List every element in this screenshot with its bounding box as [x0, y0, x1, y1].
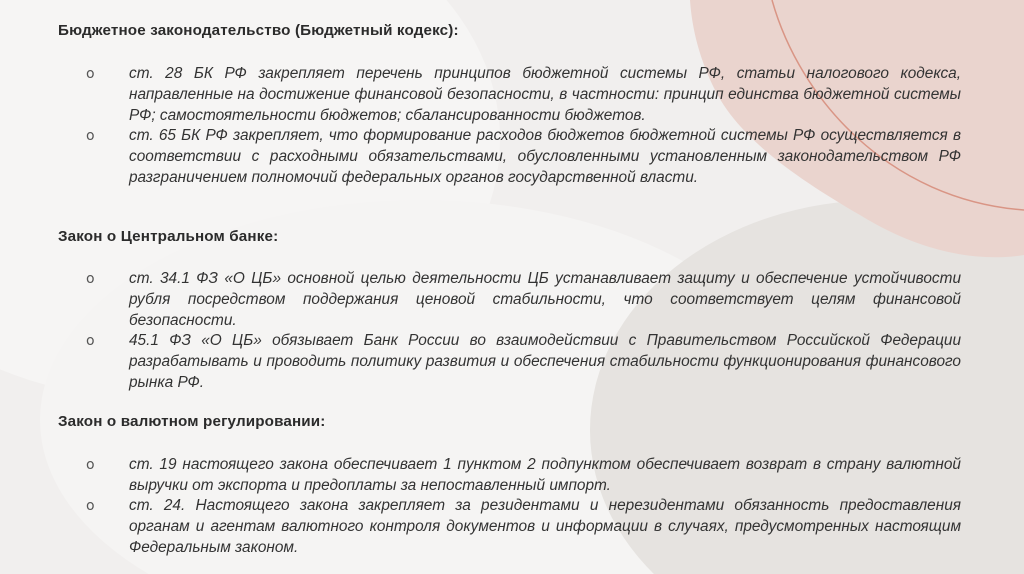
bullet-icon: o	[86, 66, 95, 82]
list-item-text: ст. 19 настоящего закона обеспечивает 1 пунктом 2 подпунктом обеспечивает возврат в страну валютной выручки от экспорта и предоплаты за непоставленный импорт.	[129, 456, 961, 494]
list-item-text: ст. 28 БК РФ закрепляет перечень принципов бюджетной системы РФ, статьи налогового кодекса, направленные на достижение финансовой безопасности, в частности: принцип единства бюджетной системы РФ; самостоятельности бюджетов; сбалансированности бюджетов.	[129, 65, 961, 124]
section-heading-budget: Бюджетное законодательство (Бюджетный кодекс):	[58, 22, 459, 39]
list-item-text: ст. 24. Настоящего закона закрепляет за резидентами и нерезидентами обязанность предоставления органам и агентам валютного контроля документов и информации в случаях, предусмотренных настоящим Федеральным законом.	[129, 497, 961, 556]
list-item-text: ст. 65 БК РФ закрепляет, что формирование расходов бюджетов бюджетной системы РФ осуществляется в соответствии с расходными обязательствами, обусловленными установленным законодательством РФ разграничением полномочий федеральных органов государственной власти.	[129, 127, 961, 186]
bullet-icon: o	[86, 498, 95, 514]
list-item-text: 45.1 ФЗ «О ЦБ» обязывает Банк России во взаимодействии с Правительством Российской Федерации разрабатывать и проводить политику развития и обеспечения стабильности функционирования финансового рынка РФ.	[129, 332, 961, 391]
list-item-text: ст. 34.1 ФЗ «О ЦБ» основной целью деятельности ЦБ устанавливает защиту и обеспечение устойчивости рубля посредством поддержания ценовой стабильности, что соответствует целям финансовой безопасности.	[129, 270, 961, 329]
bullet-icon: o	[86, 457, 95, 473]
section-heading-currency-regulation: Закон о валютном регулировании:	[58, 413, 326, 430]
section-heading-central-bank: Закон о Центральном банке:	[58, 228, 279, 245]
bullet-icon: o	[86, 128, 95, 144]
bullet-icon: o	[86, 333, 95, 349]
bullet-icon: o	[86, 271, 95, 287]
